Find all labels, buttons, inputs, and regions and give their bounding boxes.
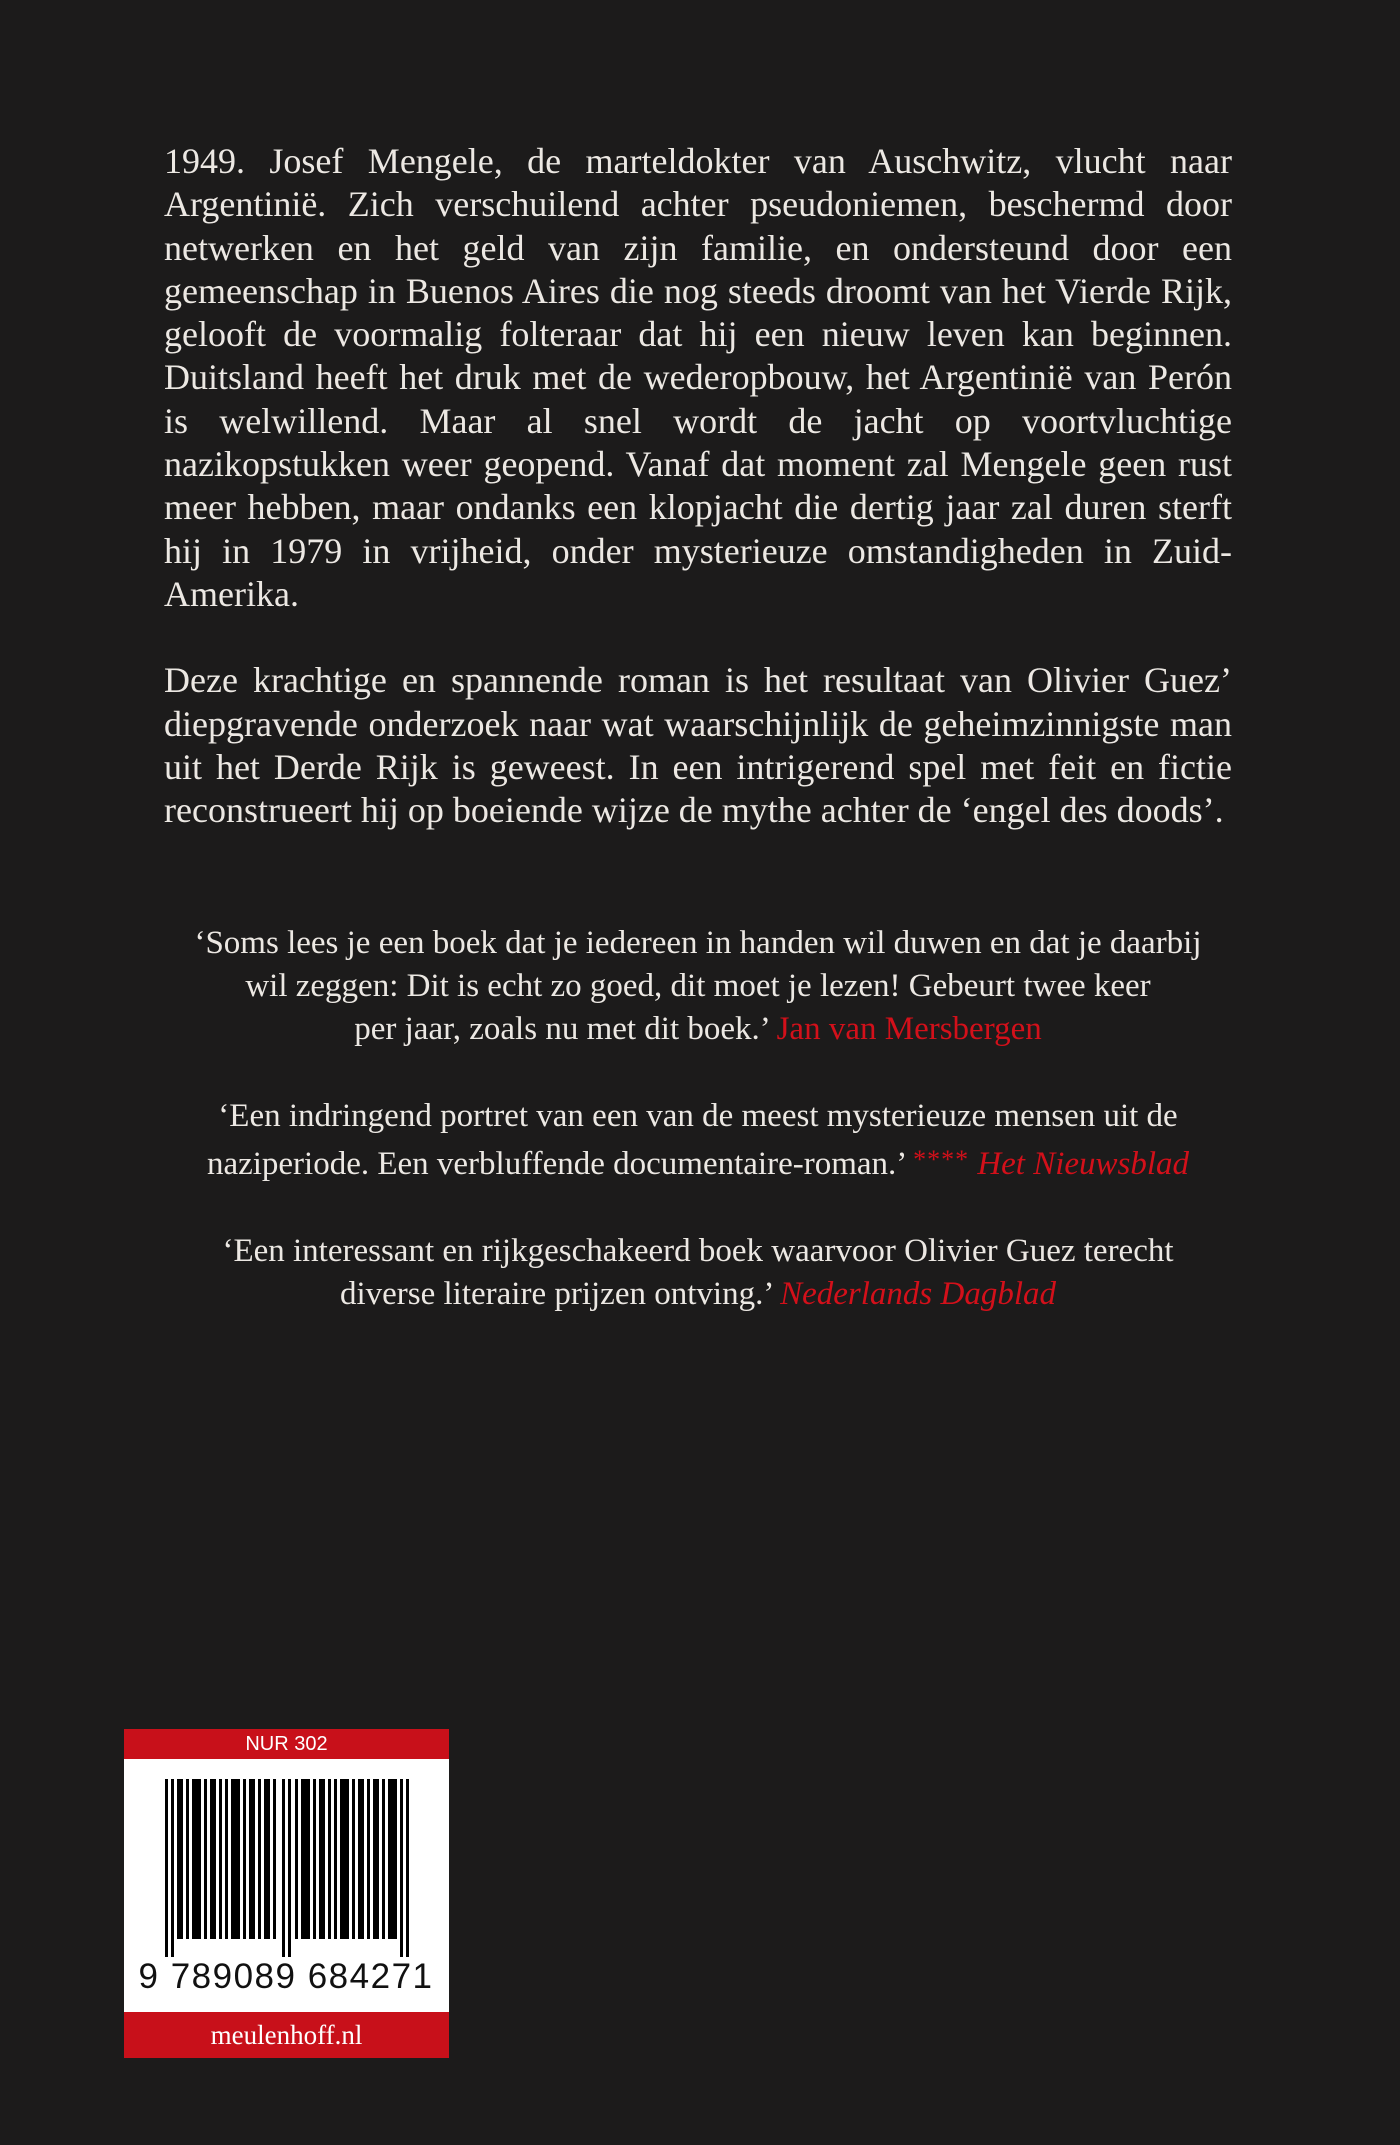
rating-stars: **** <box>913 1145 970 1174</box>
quote-line: wil zeggen: Dit is echt zo goed, dit moet je lezen! Gebeurt twee keer <box>245 968 1151 1004</box>
blurb-paragraph-2: Deze krachtige en spannende roman is het resultaat van Olivier Guez’ diepgravende onderzoek naar wat waarschijnlijk de geheimzinnigste man uit het Derde Rijk is geweest. In een intrigerend spel met feit en fictie reconstrueert hij op boeiende wijze de mythe achter de ‘engel des doods’. <box>164 660 1232 831</box>
book-blurb <box>164 140 1232 875</box>
isbn-barcode-label <box>124 1729 449 2058</box>
review-quote <box>164 922 1232 1051</box>
quote-line: ‘Een indringend portret van een van de meest mysterieuze mensen uit de <box>218 1098 1178 1134</box>
review-quote <box>164 1095 1232 1186</box>
quote-line: ‘Een interessant en rijkgeschakeerd boek waarvoor Olivier Guez terecht <box>222 1233 1174 1269</box>
barcode-bars <box>165 1779 415 1957</box>
review-source: Nederlands Dagblad <box>780 1276 1057 1312</box>
quote-text: naziperiode. Een verbluffende documentaire-roman.’ <box>206 1146 905 1182</box>
quote-line-with-source <box>164 1273 1232 1316</box>
quote-line-with-source <box>164 1008 1232 1051</box>
review-quotes <box>164 922 1232 1360</box>
quote-text: diverse literaire prijzen ontving.’ <box>339 1276 772 1312</box>
quote-text: per jaar, zoals nu met dit boek.’ <box>354 1011 769 1047</box>
blurb-paragraph-1: 1949. Josef Mengele, de marteldokter van Auschwitz, vlucht naar Argentinië. Zich verschuilend achter pseudoniemen, beschermd door netwerken en het geld van zijn familie, en ondersteund door een gemeenschap in Buenos Aires die nog steeds droomt van het Vierde Rijk, gelooft de voormalig folteraar dat hij een nieuw leven kan beginnen. Duitsland heeft het druk met de wederopbouw, het Argentinië van Perón is welwillend. Maar al snel wordt de jacht op voortvluchtige nazikopstukken weer geopend. Vanaf dat moment zal Mengele geen rust meer hebben, maar ondanks een klopjacht die dertig jaar zal duren sterft hij in 1979 in vrijheid, onder mysterieuze omstandigheden in Zuid-Amerika. <box>164 141 1232 614</box>
review-source: Het Nieuwsblad <box>977 1146 1190 1182</box>
publisher-website: meulenhoff.nl <box>124 2012 449 2058</box>
quote-line-with-source <box>164 1138 1232 1186</box>
nur-code: NUR 302 <box>124 1729 449 1759</box>
review-quote <box>164 1230 1232 1316</box>
quote-line: ‘Soms lees je een boek dat je iedereen in handen wil duwen en dat je daarbij <box>194 925 1202 961</box>
review-source: Jan van Mersbergen <box>776 1011 1042 1047</box>
isbn-number: 9 789089 684271 <box>138 1957 434 1996</box>
